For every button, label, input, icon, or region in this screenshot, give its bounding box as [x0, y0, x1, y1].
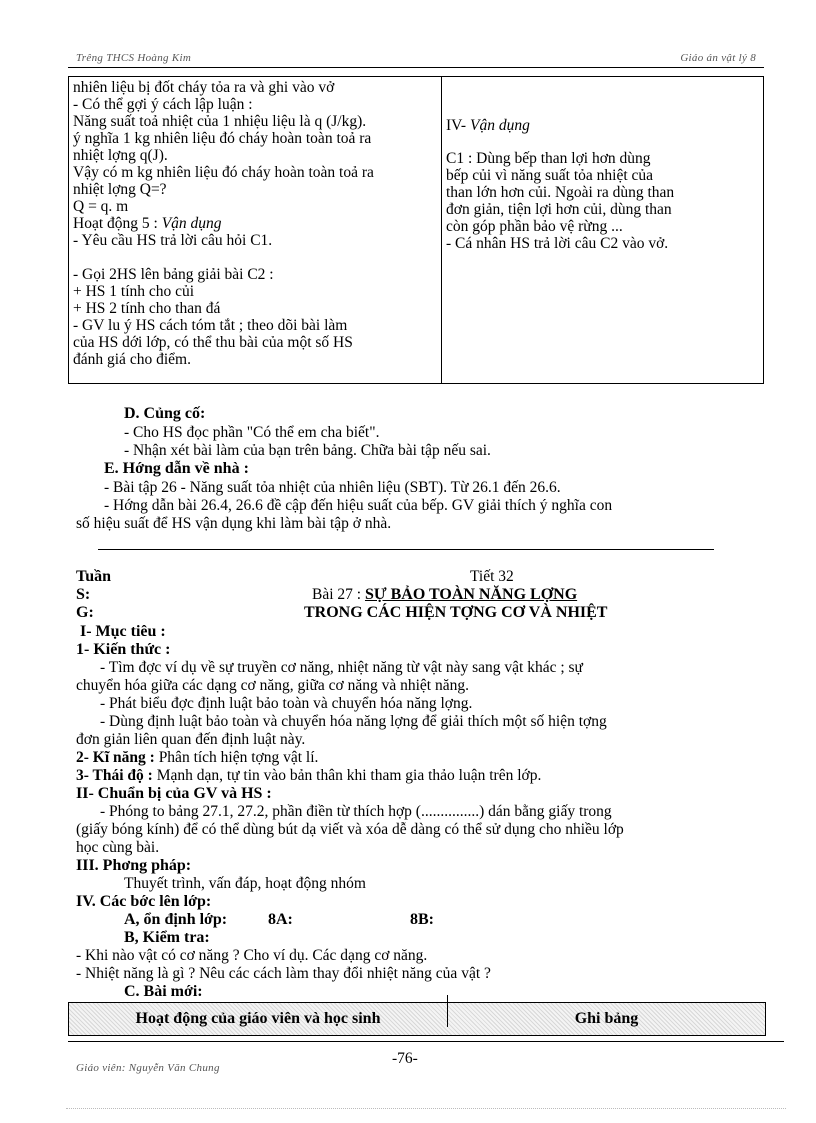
check-heading: B, Kiểm tra:: [124, 929, 210, 946]
section-d-line: - Cho HS đọc phần "Có thể em cha biết".: [124, 424, 380, 441]
table-line: C1 : Dùng bếp than lợi hơn dùng: [446, 150, 651, 167]
table-line: than lớn hơn củi. Ngoài ra dùng than: [446, 184, 675, 201]
table-line: của HS dới lớp, có thể thu bài của một số HS: [73, 334, 353, 351]
section-e-line: số hiệu suất để HS vận dụng khi làm bài tập ở nhà.: [76, 515, 392, 532]
header-rule: [68, 67, 764, 68]
table-line: + HS 1 tính cho củi: [73, 283, 195, 300]
table-line: Năng suất toả nhiệt của 1 nhiệu liệu là q (J/kg).: [73, 113, 367, 130]
section-d-line: - Nhận xét bài làm của bạn trên bảng. Chữa bài tập nếu sai.: [124, 442, 491, 459]
knowledge-line: - Phát biểu đợc định luật bảo toàn và chuyển hóa năng lợng.: [100, 695, 473, 712]
section-e-line: - Hớng dẫn bài 26.4, 26.6 đề cập đến hiệu suất của bếp. GV giải thích ý nghĩa con: [104, 497, 613, 514]
lesson-title-2: TRONG CÁC HIỆN TỢNG CƠ VÀ NHIỆT: [304, 604, 608, 621]
activity-grid-header: [68, 1002, 766, 1036]
preparation-line: học cùng bài.: [76, 839, 160, 856]
footer-author: Giáo viên: Nguyễn Văn Chung: [76, 1062, 220, 1074]
section-e-line: - Bài tập 26 - Năng suất tỏa nhiệt của nhiên liệu (SBT). Từ 26.1 đến 26.6.: [104, 479, 561, 496]
section-e-title: E. Hớng dẫn về nhà :: [104, 460, 249, 477]
header-subject: Giáo án vật lý 8: [680, 52, 756, 64]
table-line: - Có thể gợi ý cách lập luận :: [73, 96, 253, 113]
week-label: Tuần: [76, 568, 111, 585]
section-divider: [98, 549, 714, 550]
page-number: -76-: [392, 1050, 418, 1067]
board-column: [442, 77, 764, 384]
skills-text: Phân tích hiện tợng vật lí.: [158, 749, 319, 766]
right-heading: [446, 117, 757, 134]
knowledge-line: - Dùng định luật bảo toàn và chuyển hóa năng lợng để giải thích một số hiện tợng: [100, 713, 607, 730]
knowledge-line: đơn giản liên quan đến định luật này.: [76, 731, 306, 748]
preparation-heading: II- Chuẩn bị của GV và HS :: [76, 785, 272, 802]
s-label: S:: [76, 586, 91, 603]
method-text: Thuyết trình, vấn đáp, hoạt động nhóm: [124, 875, 366, 892]
col-teacher-student: Hoạt động của giáo viên và học sinh: [135, 1010, 381, 1027]
table-line: đơn giản, tiện lợi hơn củi, dùng than: [446, 201, 672, 218]
preparation-line: (giấy bóng kính) để có thể dùng bút dạ viết và xóa dễ dàng có thể sử dụng cho nhiều lớp: [76, 821, 624, 838]
activity5-label: Hoạt động 5 :: [73, 215, 162, 232]
section-d-title: D. Củng cố:: [124, 405, 206, 422]
lesson-number: Tiết 32: [470, 568, 514, 585]
table-line: + HS 2 tính cho than đá: [73, 300, 221, 317]
table-line: nhiệt lợng q(J).: [73, 147, 168, 164]
preparation-line: - Phóng to bảng 27.1, 27.2, phần điền từ thích hợp (...............) dán bằng giấy trong: [100, 803, 612, 820]
knowledge-line: chuyển hóa giữa các dạng cơ năng, giữa cơ năng và nhiệt năng.: [76, 677, 469, 694]
class-8b: 8B:: [410, 911, 434, 928]
activity5-line: [73, 215, 435, 232]
attitude-text: Mạnh dạn, tự tin vào bản thân khi tham gia thảo luận trên lớp.: [156, 767, 542, 784]
knowledge-line: - Tìm đợc ví dụ về sự truyền cơ năng, nhiệt năng từ vật này sang vật khác ; sự: [100, 659, 583, 676]
activity5-title: Vận dụng: [161, 215, 222, 232]
table-line: - Yêu cầu HS trả lời câu hỏi C1.: [73, 232, 273, 249]
skills-line: [76, 749, 318, 766]
g-label: G:: [76, 604, 94, 621]
table-line: Q = q. m: [73, 198, 129, 215]
table-line: đánh giá cho điểm.: [73, 351, 191, 368]
page-edge: [66, 1108, 786, 1109]
table-line: ý nghĩa 1 kg nhiên liệu đó cháy hoàn toàn toả ra: [73, 130, 372, 147]
table-line: bếp củi vì năng suất tỏa nhiệt của: [446, 167, 654, 184]
new-lesson-heading: C. Bài mới:: [124, 983, 203, 1000]
right-heading-label: IV-: [446, 117, 470, 134]
knowledge-heading: 1- Kiến thức :: [76, 641, 171, 658]
col-board: Ghi bảng: [574, 1010, 639, 1027]
header-school: Trêng THCS Hoàng Kim: [76, 52, 192, 64]
check-question: - Nhiệt năng là gì ? Nêu các cách làm thay đổi nhiệt năng của vật ?: [76, 965, 491, 982]
activity-table: [68, 76, 764, 384]
steps-heading: IV. Các bớc lên lớp:: [76, 893, 212, 910]
lesson-title-line1: [312, 586, 577, 603]
table-line: nhiệt lợng Q=?: [73, 181, 167, 198]
attitude-heading: 3- Thái độ :: [76, 767, 157, 784]
check-question: - Khi nào vật có cơ năng ? Cho ví dụ. Các dạng cơ năng.: [76, 947, 428, 964]
footer-rule: [68, 1041, 784, 1042]
lesson-label: Bài 27 :: [312, 586, 365, 603]
table-line: - Gọi 2HS lên bảng giải bài C2 :: [73, 266, 274, 283]
objectives-heading: I- Mục tiêu :: [80, 623, 166, 640]
attitude-line: [76, 767, 541, 784]
table-line: còn góp phần bảo vệ rừng ...: [446, 218, 623, 235]
table-line: nhiên liệu bị đốt cháy tỏa ra và ghi vào vở: [73, 79, 335, 96]
teacher-column: [69, 77, 442, 384]
table-line: - GV lu ý HS cách tóm tắt ; theo dõi bài làm: [73, 317, 348, 334]
lesson-title-1: SỰ BẢO TOÀN NĂNG LỢNG: [364, 586, 578, 603]
table-line: - Cá nhân HS trả lời câu C2 vào vở.: [446, 235, 669, 252]
right-heading-title: Vận dụng: [469, 117, 530, 134]
method-heading: III. Phơng pháp:: [76, 857, 192, 874]
table-line: [73, 249, 435, 266]
skills-heading: 2- Kĩ năng :: [76, 749, 159, 766]
class-setup: A, ổn định lớp:: [124, 911, 228, 928]
table-line: Vậy có m kg nhiên liệu đó cháy hoàn toàn toả ra: [73, 164, 374, 181]
class-8a: 8A:: [268, 911, 293, 928]
